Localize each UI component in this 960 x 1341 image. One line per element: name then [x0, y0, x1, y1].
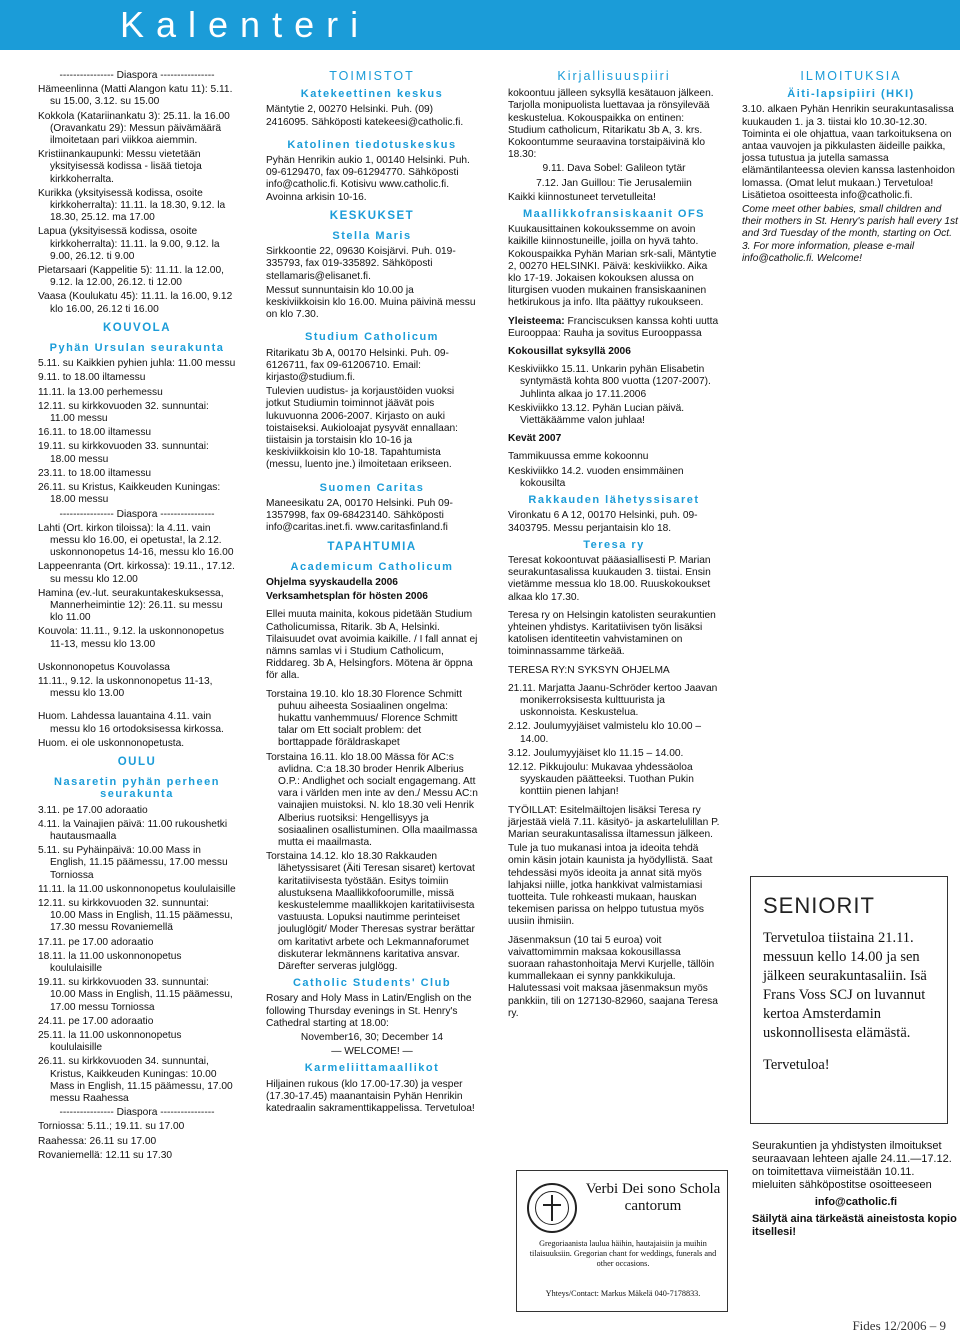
senior-title: SENIORIT [763, 893, 875, 918]
body-text: Hiljainen rukous (klo 17.00-17.30) ja vesper (17.30-17.45) maanantaisin Pyhän Henrikin katedraalin sakramenttikappelissa. Tervetuloa! [266, 1078, 475, 1115]
page-title: Kalenteri [120, 4, 371, 45]
nasaret-title: Nasaretin pyhän perheen seurakunta [54, 776, 220, 801]
list-item: 12.11. su kirkkovuoden 32. sunnuntai: 11.00 messu [38, 400, 209, 425]
body-text: Pyhän Henrikin aukio 1, 00140 Helsinki. Puh. 09-6129470, fax 09-61294770. Sähköposti info@catholic.fi. Kotisivu www.catholic.fi. Avoinna arkisin 10-16. [266, 155, 470, 203]
senior-box [750, 876, 948, 1124]
club-dates: November16, 30; December 14 [300, 1032, 444, 1044]
teresa-title: Teresa ry [583, 538, 645, 551]
next-issue-note-text: Säilytä aina tärkeästä aineistosta kopio itsellesi! [752, 1213, 957, 1238]
toimistot-heading: TOIMISTOT [329, 69, 415, 83]
list-item: 11.11., 9.12. la uskonnonopetus 11-13, messu klo 13.00 [38, 675, 213, 700]
yleisteema-label: Yleisteema: [508, 315, 565, 327]
list-item: Kurikka (yksityisessä kodissa, osoite kirkkoherralta): 11.11. la 18.30, 9.12. la 18.30, 25.12. ma 17.00 [38, 187, 226, 224]
body-text: Jäsenmaksun (10 tai 5 euroa) voit vaivattomimmin maksaa kokousillassa suoraan rahastonhoitaja Mervi Kurjelle, tällöin kummallekaan ei synny pankkikuluja. Halutessasi voit maksaa jäsenmaksun myös pankkiin, tili on 127130-82960, saajana Teresa ry. [508, 934, 718, 1019]
list-item: Torstaina 16.11. klo 18.00 Mässa för AC:s avlidna. C:a 18.30 broder Henrik Alberius O.P.: Andlighet och socialt engagemang. Att vara i världen men inte av den./ Messu AC:n vainajien muistoksi. N. klo 18.30 veli Henrik Alberius ruotsiksi: Hengellisyys ja sosiaalinen osallistuminen. Olla maailmassa mutta ei maailmasta. [266, 751, 478, 848]
lahetys-title: Rakkauden lähetyssisaret [528, 494, 700, 507]
ursula-title: Pyhän Ursulan seurakunta [49, 342, 225, 355]
list-item: 11.11. la 11.00 uskonnonopetus koululaisille [38, 883, 236, 895]
diaspora-separator: ---------------- Diaspora ---------------- [59, 1107, 215, 1119]
body-text: Tule ja tuo mukanasi intoa ja ideoita tehdä omin käsin jotain kaunista ja hyödyllistä. Saat tehdessäsi myös ideoita ja annat sitä myös lahjaksi niille, jotka hankkivat valmistamiasi tuotteita. Tule rohkeasti mukaan, hauskan tekemisen parissa on helppo tutustua myös uusiin ihmisiin. [508, 843, 713, 928]
list-item: 11.11. la 13.00 perhemessu [38, 386, 163, 398]
body-text: 3.10. alkaen Pyhän Henrikin seurakuntasalissa kuukauden 1. ja 3. tiistai klo 10.30-12.30. Toiminta ei ole ohjattua, vaan tarkoituksena on antaa vauvojen ja pikkulasten äideille paikka, jossa tutustua ja jutella samassa elämäntilanteessa olevien kanssa lastenhoidon lomassa. (Omat lelut mukaan.) Tervetuloa! Lisätietoa osoitteesta info@catholic.fi. [742, 104, 955, 201]
note: Huom. Lahdessa lauantaina 4.11. vain messu klo 16 ortodoksisessa kirkossa. [38, 711, 224, 735]
list-item: Kouvola: 11.11., 9.12. la uskonnonopetus 11-13, messu klo 13.00 [38, 626, 224, 650]
list-item: 4.11. la Vainajien päivä: 11.00 rukoushetki hautausmaalla [38, 818, 228, 842]
list-item: Torniossa: 5.11.; 19.11. su 17.00 [38, 1121, 185, 1133]
body-text: Ritarikatu 3b A, 00170 Helsinki. Puh. 09-6126711, fax 09-61206710. Email: kirjasto@studium.fi. [266, 347, 449, 384]
list-item: 12.11. su kirkkovuoden 32. sunnuntai: 10.00 Mass in English, 11.15 päämessu, 17.30 messu Rovaniemellä [38, 897, 233, 934]
keskukset-heading: KESKUKSET [329, 209, 415, 222]
club-welcome: — WELCOME! — [331, 1046, 413, 1058]
body-text: Maneesikatu 2A, 00170 Helsinki. Puh 09-1357998, fax 09-68423140. Sähköposti info@caritas.inet.fi. www.caritasfinland.fi [266, 497, 453, 534]
diaspora-separator: ---------------- Diaspora ---------------- [59, 508, 215, 520]
list-item: 23.11. to 18.00 iltamessu [38, 467, 152, 479]
list-item: Hämeenlinna (Matti Alangon katu 11): 5.11. su 15.00, 3.12. su 15.00 [38, 84, 233, 108]
list-item: Keskiviikko 14.2. vuoden ensimmäinen kokousilta [508, 465, 684, 489]
column-ilmoituksia [742, 70, 960, 267]
body-text-english: Come meet other babies, small children and their mothers in St. Henry's parish hall every 1st and 3rd Tuesday of the month, starting on Oct. 3. For more information, please e-mail info@catholic.fi. Welcome! [742, 204, 958, 264]
hkl-title: Äiti-lapsipiiri (HKI) [787, 88, 915, 101]
kouvola-title: KOUVOLA [103, 321, 171, 334]
senior-body: Tervetuloa tiistaina 21.11. messuun kello 14.00 ja sen jälkeen seurakuntasaliin. Isä Frans Voss SCJ on luvannut kertoa Amsterdamin uskonnollisesta elämästä. [763, 930, 927, 1041]
body-text: Mäntytie 2, 00270 Helsinki. Puh. (09) 2416095. Sähköposti katekeesi@catholic.fi. [266, 104, 464, 128]
choir-logo-icon [527, 1183, 577, 1233]
list-item: 16.11. to 18.00 iltamessu [38, 427, 152, 439]
list-item: Tammikuussa emme kokoonnu [508, 451, 649, 463]
next-issue-email[interactable]: info@catholic.fi [814, 1196, 898, 1208]
list-item: 9.11. Dava Sobel: Galileon tytär [542, 163, 686, 175]
body-text: Teresa ry on Helsingin katolisten seurakuntien yhteinen yhdistys. Karitatiivisen työn lisäksi katolisen identiteetin vahvistaminen on toiminnassamme tärkeää. [508, 609, 716, 658]
academicum-title: Academicum Catholicum [290, 560, 454, 573]
next-issue-note [752, 1140, 960, 1243]
column-diaspora [38, 70, 236, 1164]
list-item: 5.11. su Kaikkien pyhien juhla: 11.00 messu [38, 358, 236, 370]
list-item: Lappeenranta (Ort. kirkossa): 19.11., 17.12. su messu klo 12.00 [38, 561, 235, 585]
karmeli-title: Karmeliittamaallikot [304, 1062, 440, 1075]
verbi-contact: Yhteys/Contact: Markus Mäkelä 040-7178833. [545, 1289, 701, 1298]
list-item: Lahti (Ort. kirkon tiloissa): la 4.11. vain messu klo 16.00, ei opetusta!, la 2.12. uskonnonopetus 14-16, messu klo 16.00 [38, 522, 234, 559]
page-footer: Fides 12/2006 – 9 [852, 1318, 946, 1333]
club-title: Catholic Students' Club [292, 977, 452, 990]
list-item: 18.11. la 11.00 uskonnonopetus koululaisille [38, 950, 182, 974]
list-item: 3.11. pe 17.00 adoraatio [38, 804, 148, 816]
subhead: Kevät 2007 [508, 433, 562, 445]
yleisteema-text: Franciscuksen kanssa kohti uutta Eurooppaa: Rauha ja sovitus Eurooppassa [508, 315, 719, 339]
list-item: 24.11. pe 17.00 adoraatio [38, 1015, 154, 1027]
verbi-dei-ad [516, 1170, 728, 1312]
academicum-subhead: Verksamhetsplan för hösten 2006 [266, 591, 428, 603]
list-item: Kokkola (Katariinankatu 3): 25.11. la 16.00 (Oravankatu 29): Messun päivämäärä ilmoitetaan pari viikkoa aiemmin. [38, 110, 230, 147]
subhead: TERESA RY:N SYKSYN OHJELMA [508, 664, 670, 676]
list-item: Raahessa: 26.11 su 17.00 [38, 1135, 157, 1147]
diaspora-separator: ---------------- Diaspora ---------------- [59, 70, 215, 81]
list-item: 19.11. su kirkkovuoden 33. sunnuntai: 18.00 messu [38, 441, 209, 465]
body-text: TYÖILLAT: Esitelmäiltojen lisäksi Teresa ry järjestää vielä 7.11. käsityö- ja askartelulillan P. Marian seurakuntasalissa iltamessun jälkeen. [508, 804, 720, 840]
list-item: 5.11. su Pyhäinpäivä: 10.00 Mass in English, 11.15 päämessu, 17.00 messu Torniossa [38, 845, 228, 881]
ilmoituksia-heading: ILMOITUKSIA [800, 69, 902, 83]
studium-title: Studium Catholicum [305, 331, 439, 344]
list-item: 26.11. su kirkkovuoden 34. sunnuntai, Kristus, Kaikkeuden Kuningas: 10.00 Mass in English, 11.15 päämessu, 17.00 messu Raahessa [38, 1056, 233, 1105]
list-item: 19.11. su kirkkovuoden 33. sunnuntai: 10.00 Mass in English, 11.15 päämessu, 17.00 messu Torniossa [38, 977, 233, 1013]
list-item: 7.12. Jan Guillou: Tie Jerusalemiin [536, 177, 692, 189]
column-toimistot [266, 70, 478, 1117]
list-item: 26.11. su Kristus, Kaikkeuden Kuningas: 18.00 messu [38, 482, 221, 506]
body-text: kokoontuu jälleen syksyllä kesätauon jälkeen. Tarjolla monipuolista luettavaa ja rönsyilevää keskustelua. Kokouspaikka on entinen: Studium catholicum, Ritarikatu 3b A, 3. krs. Kokoontumme seuraavina torstaipäivinä klo 18.30: [508, 88, 714, 161]
body-text: Kaikki kiinnostuneet tervetulleita! [508, 191, 656, 203]
list-item: Keskiviikko 13.12. Pyhän Lucian päivä. Viettäkäämme valon juhlaa! [508, 402, 685, 427]
ofs-title: Maallikkofransiskaanit OFS [522, 208, 706, 221]
list-item: Vaasa (Koulukatu 45): 11.11. la 16.00, 9.12 klo 16.00, 26.12 ti 16.00 [38, 291, 233, 315]
list-item: Keskiviikko 15.11. Unkarin pyhän Elisabetin syntymästä kohta 800 vuotta (1207-2007). Juhlinta alkaa jo 17.11.2006 [508, 364, 711, 400]
list-item: Rovaniemellä: 12.11 su 17.30 [38, 1149, 173, 1161]
list-item: 25.11. la 11.00 uskonnonopetus koululaisille [38, 1030, 182, 1054]
note: Huom. ei ole uskonnonopetusta. [38, 737, 185, 749]
body-text: Vironkatu 6 A 12, 00170 Helsinki, puh. 09-3403795. Messu perjantaisin klo 18. [508, 510, 698, 534]
body-text: Rosary and Holy Mass in Latin/English on the following Thursday evenings in St. Henry's Cathedral starting at 18.00: [266, 993, 472, 1029]
body-text: Kuukausittainen kokoukssemme on avoin kaikille kiinnostuneille, joilla on hyvä tahto. Kokouspaikka Pyhän Marian srk-sali, Mäntytie 2, 00270 HELSINKI. Päivä: keskiviikko. Aika klo 17-19. Jokaisen kokouksen alussa on liturgisen vuoden mukainen fransiskaaninen hetkirukous ja info. Ilta päättyy rukoukseen. [508, 224, 717, 309]
body-text: Tulevien uudistus- ja korjaustöiden vuoksi jotkut Studiumin toiminnot jäävät pois lukuvuonna 2006-2007. Kirjasto on auki toistaiseksi. Aukioloajat pysyvät ennallaan: tiistaisin ja torstaisin klo 10-16 ja keskiviikkoisin klo 10-18. Tapahtumista (messu, luento jne.) ilmoitetaan erikseen. [266, 386, 458, 471]
verbi-description: Gregoriaanista laulua häihin, hautajaisiin ja muihin tilaisuuksiin. Gregorian chant for weddings, funerals and other occasions. [529, 1239, 717, 1268]
tapahtumia-heading: TAPAHTUMIA [327, 540, 417, 553]
list-item: 17.11. pe 17.00 adoraatio [38, 936, 154, 948]
subhead: Kokousillat syksyllä 2006 [508, 346, 631, 358]
next-issue-text: Seurakuntien ja yhdistysten ilmoitukset seuraavaan lehteen ajalle 24.11.—17.12. on toimitettava viimeistään 10.11. mieluiten sähköpostitse osoitteeseen [752, 1140, 952, 1191]
list-item: Hamina (ev.-lut. seurakuntakeskuksessa, Mannerheimintie 12): 26.11. su messu klo 11.00 [38, 587, 224, 624]
body-text [508, 316, 720, 340]
verbi-title: Verbi Dei sono Schola cantorum [585, 1181, 721, 1214]
academicum-subhead: Ohjelma syyskaudella 2006 [266, 576, 398, 588]
list-item: 21.11. Marjatta Jaanu-Schröder kertoo Jaavan monikerroksisesta kulttuurista ja uskonnoista. Keskustelua. [508, 682, 718, 719]
body-text: Messut sunnuntaisin klo 10.00 ja keskiviikkoisin klo 16.00. Muina päivinä messu on klo 7.30. [266, 284, 476, 321]
list-item: Pietarsaari (Kappelitie 5): 11.11. la 12.00, 9.12. la 12.00, 26.12. ti 12.00 [38, 265, 224, 289]
column-kirjallisuus [508, 70, 720, 1022]
tiedotus-title: Katolinen tiedotuskeskus [287, 138, 457, 151]
caritas-title: Suomen Caritas [319, 481, 425, 494]
list-item: 2.12. Joulumyyjäiset valmistelu klo 10.00 – 14.00. [508, 721, 702, 745]
list-item: Kristiinankaupunki: Messu vietetään yksityisessä kodissa - lisää tietoja kirkkoherralta. [38, 149, 202, 185]
katekeettinen-title: Katekeettinen keskus [300, 88, 444, 101]
body-text: Teresat kokoontuvat pääasiallisesti P. Marian seurakuntasalissa kuukauden 3. tiistai. Ensin vietämme messua klo 18.00. Ruuskokoukset alkaa klo 17.30. [508, 554, 711, 603]
body-text: Ellei muuta mainita, kokous pidetään Studium Catholicumissa, Ritarik. 3b A, Helsinki. Tilaisuudet ovat avoimia kaikille. / I fall annat ej nämns samlas vi i Studium Catholicum, Riddareg. 3b A, Helsingfors. Mötena är öppna för alla. [266, 609, 478, 682]
list-item: 9.11. to 18.00 iltamessu [38, 372, 146, 384]
list-item: Torstaina 14.12. klo 18.30 Rakkauden lähetyssisaret (Äiti Teresan sisaret) kertovat karitatiivisesta työstään. Esitys toimiin alustuksena Maallikkofoorumille, missä keskustelemme maallikkojen karitatiivisesta vastuusta. Lopuksi nautimme perinteiset jouluglögit/ Moder Theresas systrar berättar om karitativt arbete och Lekmannaforumet diskuterar lekmännens karitativa ansvar. Därefter serveras julglögg. [266, 851, 475, 972]
kouvolassa-title: Uskonnonopetus Kouvolassa [38, 661, 170, 673]
body-text: Sirkkoontie 22, 09630 Koisjärvi. Puh. 019-335793, fax 019-335892. Sähköposti stellamaris@elisanet.fi. [266, 246, 456, 282]
list-item: 12.12. Pikkujoulu: Mukavaa yhdessäoloa syyskauden päätteeksi. Tuothan Pukin konttiin pienen lahjan! [508, 761, 694, 798]
stella-title: Stella Maris [332, 230, 412, 243]
oulu-title: OULU [117, 755, 157, 768]
kirjallisuus-heading: Kirjallisuuspiiri [557, 69, 671, 83]
list-item: Lapua (yksityisessä kodissa, osoite kirkkoherralta): 11.11. la 9.00, 9.12. la 9.00, 26.12. ti 9.00 [38, 226, 220, 262]
list-item: Torstaina 19.10. klo 18.30 Florence Schmitt puhuu aiheesta Sosiaalinen ongelma: hukattu vanhemmuus/ Florence Schmitt talar om Ett socialt problem: det borttappade föräldraskapet [266, 688, 462, 749]
list-item: 3.12. Joulumyyjäiset klo 11.15 – 14.00. [508, 747, 684, 759]
header-banner [0, 0, 960, 50]
senior-thanks: Tervetuloa! [763, 1057, 830, 1073]
